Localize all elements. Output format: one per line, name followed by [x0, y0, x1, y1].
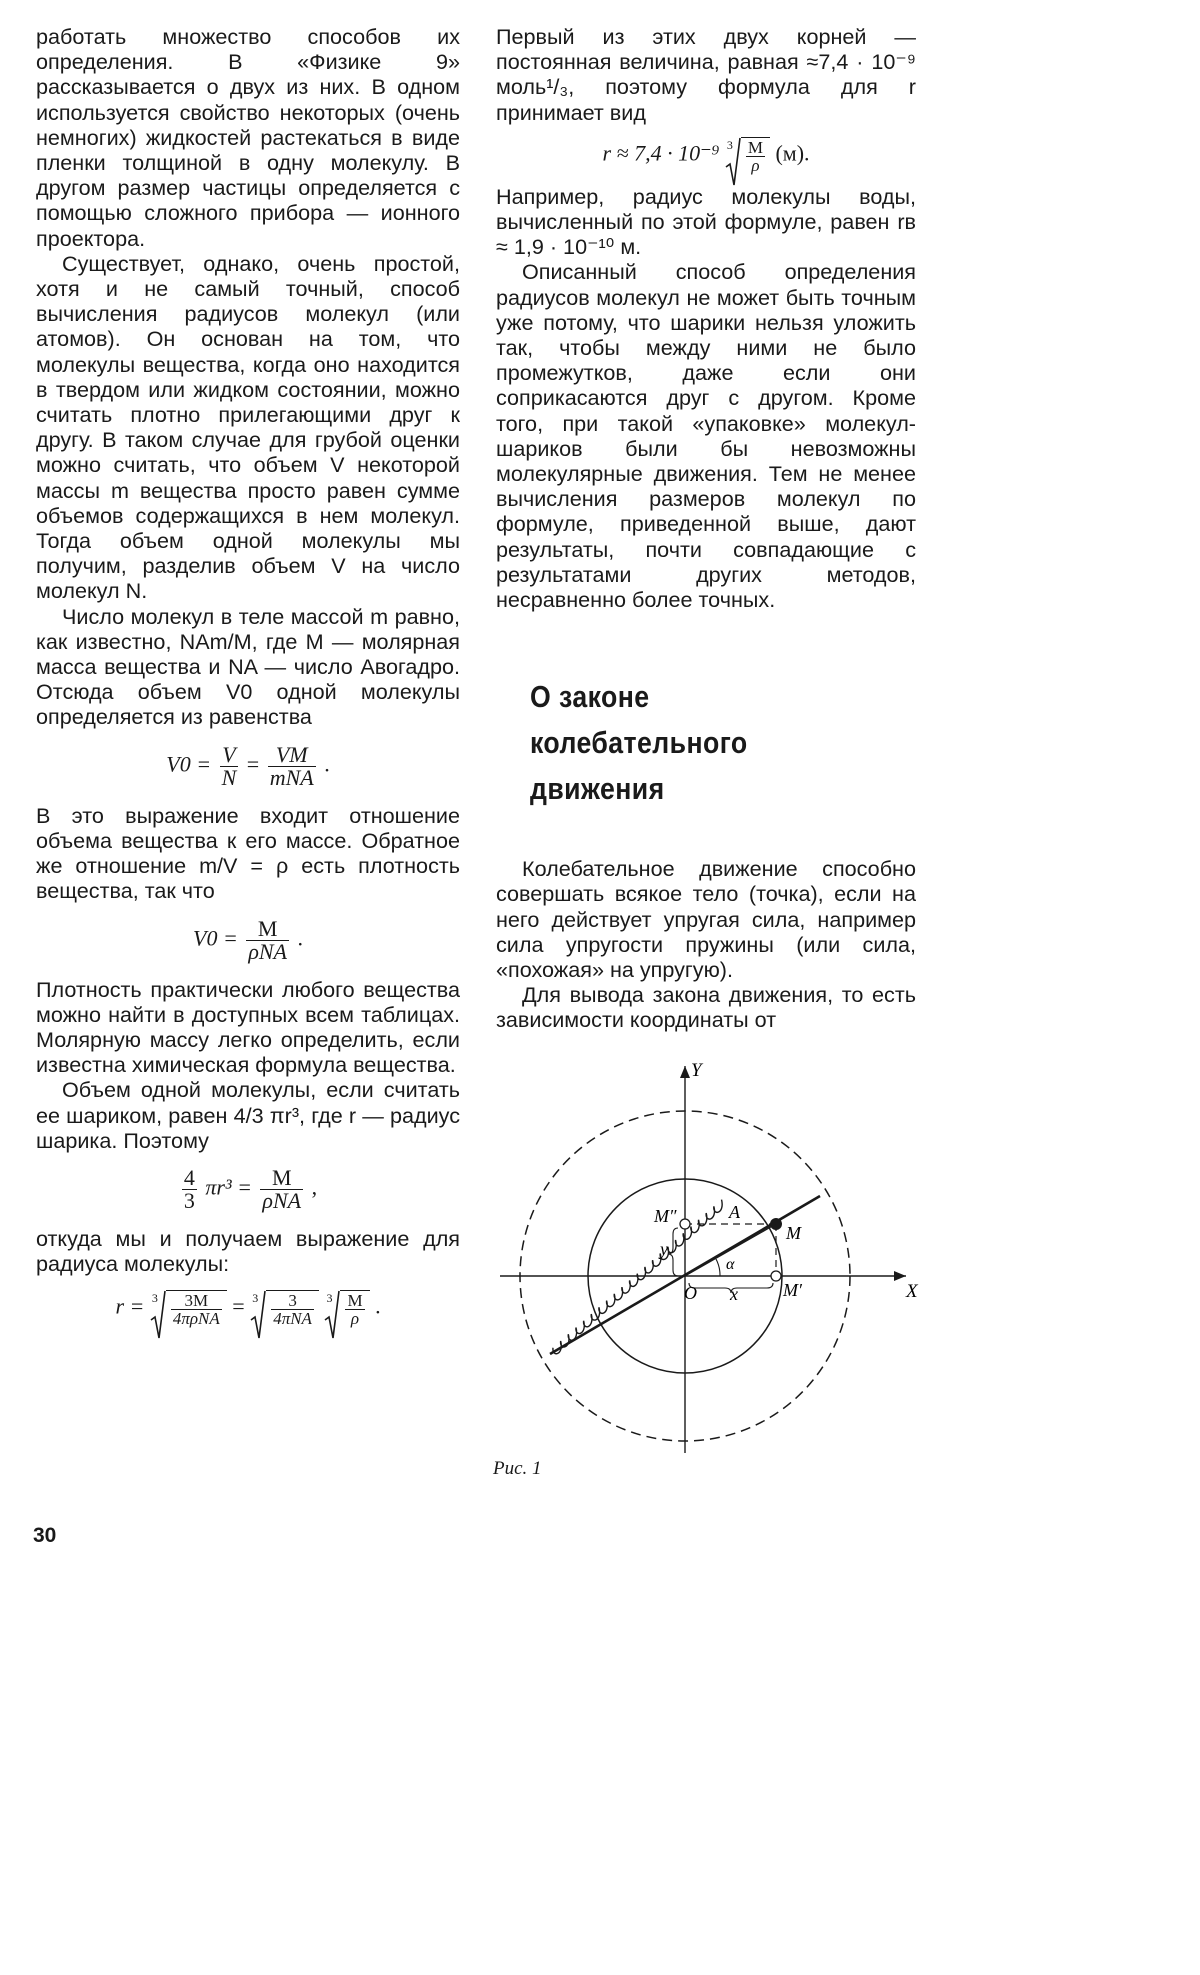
- fraction-denominator: mNA: [269, 764, 314, 790]
- formula-radius-approx: [496, 137, 916, 174]
- formula-part: (м).: [775, 140, 810, 166]
- fraction-numerator: 4: [183, 1164, 195, 1190]
- y-axis-arrow: [680, 1066, 690, 1078]
- fraction: [271, 1292, 314, 1327]
- section-heading: [530, 674, 862, 812]
- paragraph: Существует, однако, очень простой, хотя и не самый точный, способ вычисления радиусов молекул (или атомов). Он основан на том, что молекулы вещества, когда оно находится в твердом или жидком состоянии, можно считать плотно прилегающими друг к другу. В таком случае для грубой оценки можно считать, что объем V некоторой массы m вещества просто равен сумме объемов содержащихся в нем молекул. Тогда объем одной молекулы мы получим, разделив объем V на число молекул N.: [36, 250, 460, 604]
- fraction-numerator: M: [747, 137, 763, 157]
- paragraph: работать множество способов их определения. В «Физике 9» рассказывается о двух из них. В одном используется свойство некоторых (очень немногих) жидкостей растекаться в виде пленки толщиной в одну молекулу. В другом размер частицы определяется с помощью сложного прибора — ионного проектора.: [36, 24, 460, 251]
- label-origin: O: [684, 1283, 697, 1303]
- root-index: 3: [151, 1291, 158, 1306]
- heading-line: О законе: [530, 679, 650, 715]
- root-index: 3: [726, 137, 733, 152]
- formula-volume-density: [36, 915, 460, 964]
- label-x-axis: X: [906, 1281, 918, 1302]
- fraction: [260, 1164, 303, 1213]
- spring: [530, 1200, 748, 1355]
- label-y-axis: Y: [691, 1060, 702, 1081]
- formula-radius: [36, 1290, 460, 1327]
- paragraph: Первый из этих двух корней — постоянная величина, равная ≈7,4 · 10⁻⁹ моль¹/₃, поэтому формула для r принимает вид: [496, 24, 916, 125]
- formula-part: .: [324, 751, 330, 777]
- left-column: [36, 24, 460, 1341]
- fraction: [171, 1292, 222, 1327]
- formula-part: =: [246, 751, 260, 777]
- fraction-numerator: 3M: [171, 1292, 222, 1310]
- heading-line: движения: [530, 771, 665, 807]
- label-m-dprime: M″: [654, 1206, 677, 1226]
- fraction: [268, 741, 316, 790]
- paragraph: Колебательное движение способно совершать всякое тело (точка), если на него действует упругая сила, например сила упругости пружины (или сила, «похожая» на упругую).: [496, 856, 916, 983]
- fraction-denominator: ρ: [751, 155, 760, 175]
- paragraph: Плотность практически любого вещества можно найти в доступных всем таблицах. Молярную массу легко определить, если известна химическая формула вещества.: [36, 976, 460, 1078]
- fraction: [182, 1164, 197, 1213]
- formula-part: πr³ =: [205, 1174, 252, 1200]
- formula-part: =: [232, 1293, 245, 1319]
- page-number: 30: [33, 1524, 57, 1547]
- fraction-numerator: M: [347, 1291, 363, 1311]
- cube-root: [324, 1290, 369, 1327]
- oscillation-diagram: [492, 1058, 932, 1488]
- radical-sign: [150, 1290, 166, 1340]
- paragraph: Описанный способ определения радиусов молекул не может быть точным уже потому, что шарики нельзя уложить так, чтобы между ними не было промежутков, даже если они соприкасаются друг с другом. Кроме того, при такой «упаковке» молекул-шариков были бы невозможны молекулярные движения. Тем не менее вычисления размеров молекул по формуле, приведенной выше, дают результаты, почти совпадающие с результатами других методов, несравненно более точных.: [496, 259, 916, 613]
- paragraph: В это выражение входит отношение объема вещества к его массе. Обратное же отношение m/V = ρ есть плотность вещества, так что: [36, 802, 460, 904]
- formula-part: ,: [311, 1174, 318, 1200]
- fraction: [246, 915, 289, 964]
- label-m-prime: M′: [783, 1280, 802, 1300]
- label-y: y: [660, 1239, 668, 1259]
- paragraph: Число молекул в теле массой m равно, как известно, NAm/M, где M — молярная масса вещества и NA — число Авогадро. Отсюда объем V0 одной молекулы определяется из равенства: [36, 603, 460, 730]
- figure-caption: Рис. 1: [493, 1458, 542, 1479]
- label-m: M: [786, 1223, 801, 1243]
- formula-part: .: [297, 925, 303, 951]
- label-alpha: α: [726, 1256, 735, 1273]
- fraction-denominator: ρNA: [262, 1187, 302, 1213]
- fraction-denominator: 4πNA: [273, 1309, 312, 1329]
- alpha-arc: [716, 1259, 720, 1276]
- fraction-numerator: M: [260, 1167, 303, 1190]
- fraction-numerator: V: [220, 744, 239, 767]
- formula-sphere-volume: [36, 1164, 460, 1213]
- fraction-numerator: M: [246, 918, 289, 941]
- radical-sign: [324, 1290, 340, 1340]
- radical-sign: [250, 1290, 266, 1340]
- label-x: x: [730, 1284, 738, 1304]
- fraction-denominator: ρNA: [248, 938, 287, 964]
- cube-root: [725, 137, 770, 174]
- point-m-prime: [771, 1271, 781, 1281]
- paragraph: откуда мы и получаем выражение для радиуса молекулы:: [36, 1225, 460, 1277]
- formula-part: r =: [115, 1293, 145, 1319]
- radical-sign: [725, 137, 741, 187]
- fraction-numerator: VM: [268, 744, 316, 767]
- formula-molecule-volume: [36, 741, 460, 790]
- fraction-denominator: N: [221, 764, 237, 790]
- paragraph: Для вывода закона движения, то есть зависимости координаты от: [496, 982, 916, 1033]
- right-column: [496, 24, 916, 1033]
- fraction-denominator: 4πρNA: [172, 1309, 220, 1329]
- root-index: 3: [326, 1291, 333, 1306]
- label-amplitude: A: [729, 1202, 740, 1222]
- paragraph: Например, радиус молекулы воды, вычисленный по этой формуле, равен rв ≈ 1,9 · 10⁻¹⁰ м.: [496, 183, 916, 260]
- fraction-denominator: 3: [183, 1187, 195, 1213]
- formula-part: V0 =: [166, 751, 212, 777]
- cube-root: [150, 1290, 227, 1327]
- formula-part: r ≈ 7,4 · 10⁻⁹: [602, 140, 720, 166]
- fraction: [345, 1292, 364, 1327]
- root-index: 3: [252, 1291, 259, 1306]
- fraction-denominator: ρ: [350, 1309, 360, 1329]
- x-axis-arrow: [894, 1271, 906, 1281]
- formula-part: .: [375, 1293, 381, 1319]
- point-m-dprime: [680, 1219, 690, 1229]
- fraction-numerator: 3: [271, 1292, 314, 1310]
- fraction: [220, 741, 239, 790]
- fraction: [746, 139, 765, 174]
- heading-line: колебательного: [530, 725, 748, 761]
- formula-part: V0 =: [193, 925, 238, 951]
- paragraph: Объем одной молекулы, если считать ее шариком, равен 4/3 πr³, где r — радиус шарика. Поэтому: [36, 1077, 460, 1153]
- cube-root: [250, 1290, 319, 1327]
